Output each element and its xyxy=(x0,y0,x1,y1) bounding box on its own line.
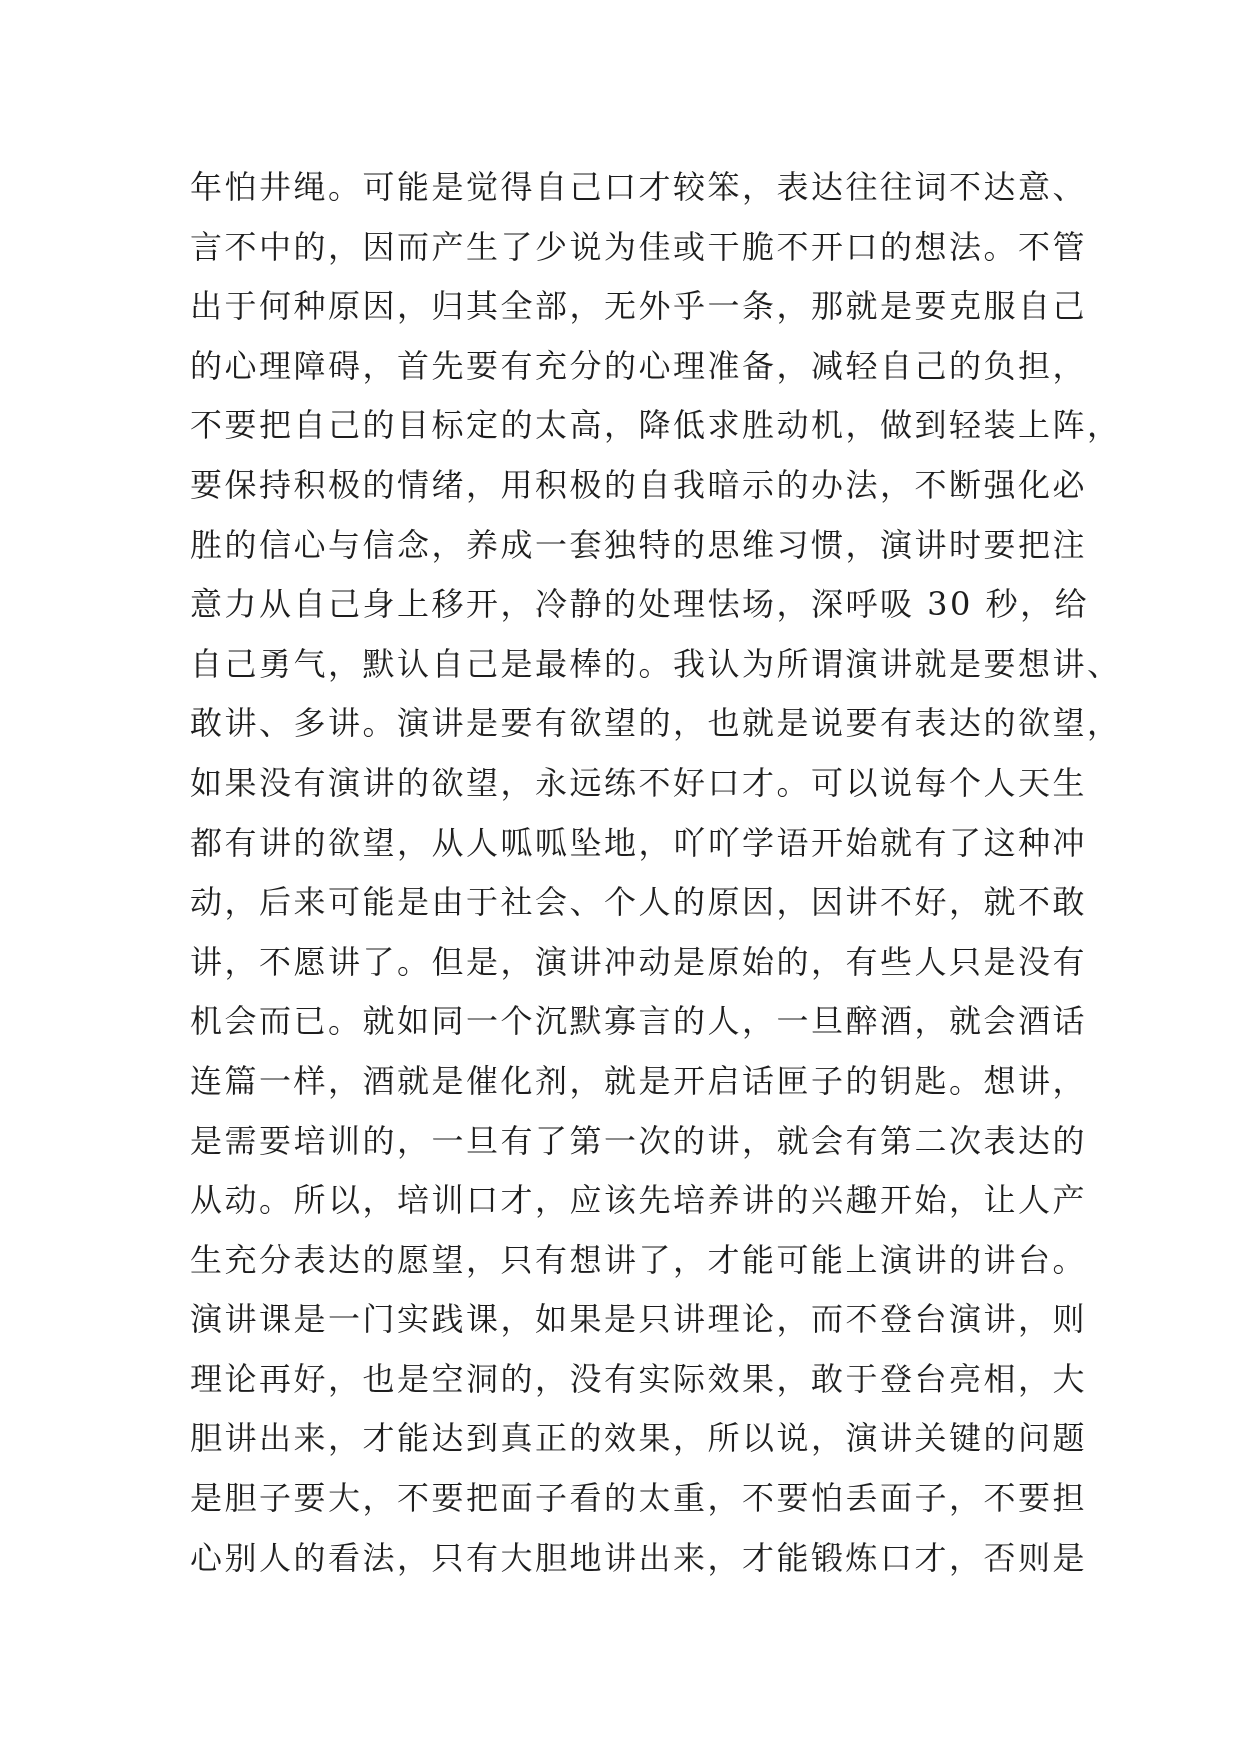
text-line: 是需要培训的，一旦有了第一次的讲，就会有第二次表达的 xyxy=(190,1121,1088,1160)
text-line: 要保持积极的情绪，用积极的自我暗示的办法，不断强化必 xyxy=(190,465,1088,504)
text-line: 演讲课是一门实践课，如果是只讲理论，而不登台演讲，则 xyxy=(190,1300,1088,1339)
text-line: 都有讲的欲望，从人呱呱坠地，吖吖学语开始就有了这种冲 xyxy=(190,823,1088,862)
text-line: 是胆子要大，不要把面子看的太重，不要怕丢面子，不要担 xyxy=(190,1479,1088,1518)
text-line: 敢讲、多讲。演讲是要有欲望的，也就是说要有表达的欲望， xyxy=(190,704,1122,743)
text-line: 讲，不愿讲了。但是，演讲冲动是原始的，有些人只是没有 xyxy=(190,942,1088,981)
text-line: 理论再好，也是空洞的，没有实际效果，敢于登台亮相，大 xyxy=(190,1359,1088,1398)
text-line: 动，后来可能是由于社会、个人的原因，因讲不好，就不敢 xyxy=(190,883,1088,922)
text-line: 自己勇气，默认自己是最棒的。我认为所谓演讲就是要想讲、 xyxy=(190,644,1122,683)
body-text xyxy=(190,158,1122,1588)
text-line: 出于何种原因，归其全部，无外乎一条，那就是要克服自己 xyxy=(190,287,1088,326)
text-line: 如果没有演讲的欲望，永远练不好口才。可以说每个人天生 xyxy=(190,763,1088,802)
text-line: 从动。所以，培训口才，应该先培养讲的兴趣开始，让人产 xyxy=(190,1181,1088,1220)
text-line: 机会而已。就如同一个沉默寡言的人，一旦醉酒，就会酒话 xyxy=(190,1002,1088,1041)
text-line: 连篇一样，酒就是催化剂，就是开启话匣子的钥匙。想讲， xyxy=(190,1061,1088,1100)
text-line: 生充分表达的愿望，只有想讲了，才能可能上演讲的讲台。 xyxy=(190,1240,1088,1279)
text-line: 胆讲出来，才能达到真正的效果，所以说，演讲关键的问题 xyxy=(190,1419,1088,1458)
text-line: 不要把自己的目标定的太高，降低求胜动机，做到轻装上阵， xyxy=(190,406,1122,445)
text-line: 心别人的看法，只有大胆地讲出来，才能锻炼口才，否则是 xyxy=(190,1538,1088,1577)
text-line: 胜的信心与信念，养成一套独特的思维习惯，演讲时要把注 xyxy=(190,525,1088,564)
text-line: 的心理障碍，首先要有充分的心理准备，减轻自己的负担， xyxy=(190,346,1088,385)
text-line: 意力从自己身上移开，冷静的处理怯场，深呼吸 30 秒，给 xyxy=(190,585,1090,624)
text-line: 言不中的，因而产生了少说为佳或干脆不开口的想法。不管 xyxy=(190,227,1088,266)
text-line: 年怕井绳。可能是觉得自己口才较笨，表达往往词不达意、 xyxy=(190,168,1088,206)
